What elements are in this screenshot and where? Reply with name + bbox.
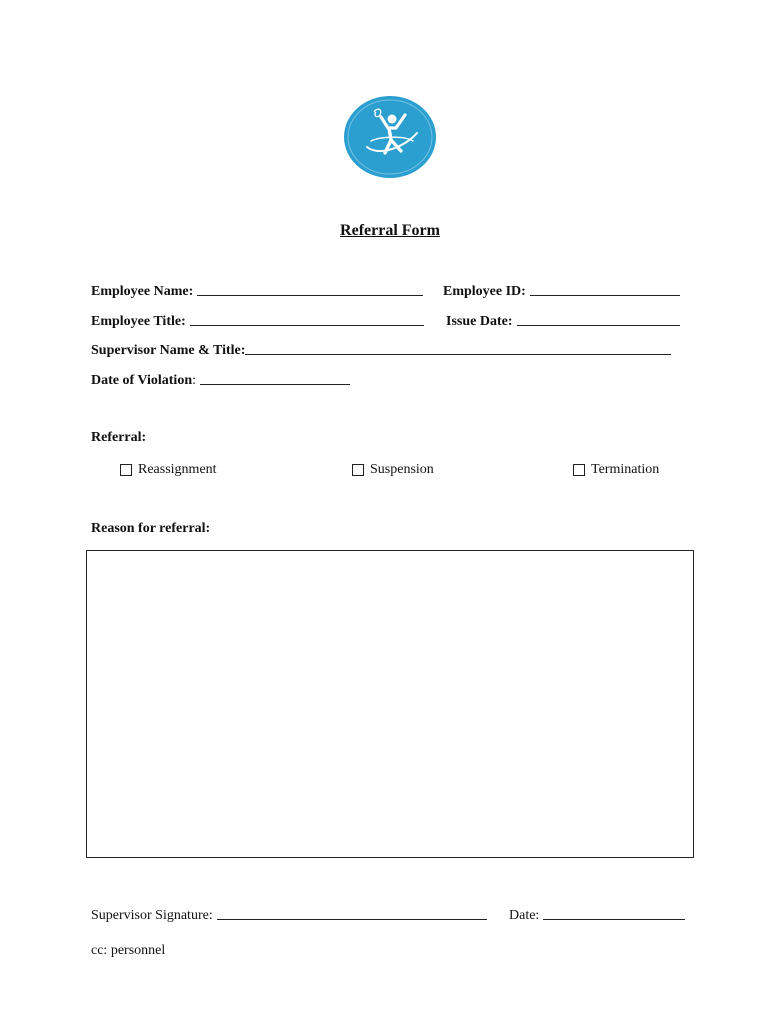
employee-name-line[interactable] (197, 295, 423, 296)
employee-title-field[interactable] (91, 310, 424, 330)
company-logo (343, 95, 437, 179)
termination-checkbox[interactable] (573, 464, 585, 476)
supervisor-signature-line[interactable] (217, 919, 487, 920)
reassignment-label: Reassignment (138, 462, 217, 477)
employee-id-field[interactable] (443, 280, 680, 300)
termination-label: Termination (591, 462, 660, 477)
supervisor-name-title-label: Supervisor Name & Title: (91, 343, 246, 358)
supervisor-signature-field[interactable] (91, 904, 487, 924)
issue-date-field[interactable] (446, 310, 680, 330)
date-of-violation-label: Date of Violation (91, 373, 193, 388)
signature-date-line[interactable] (543, 919, 685, 920)
suspension-checkbox[interactable] (352, 464, 364, 476)
employee-id-line[interactable] (530, 295, 680, 296)
form-title: Referral Form (340, 222, 440, 239)
employee-name-field[interactable] (91, 280, 423, 300)
signature-date-field[interactable] (509, 904, 685, 924)
issue-date-line[interactable] (517, 325, 680, 326)
employee-id-label: Employee ID: (443, 284, 526, 299)
supervisor-signature-label: Supervisor Signature: (91, 908, 213, 923)
date-of-violation-colon: : (192, 373, 196, 388)
suspension-label: Suspension (370, 462, 434, 477)
option-termination[interactable] (573, 462, 659, 478)
issue-date-label: Issue Date: (446, 314, 513, 329)
signature-date-label: Date: (509, 908, 540, 923)
referral-label: Referral: (91, 430, 147, 445)
employee-title-line[interactable] (190, 325, 424, 326)
reassignment-checkbox[interactable] (120, 464, 132, 476)
cc-note: cc: personnel (91, 943, 166, 958)
option-reassignment[interactable] (120, 462, 217, 478)
logo-figure-head (388, 115, 397, 124)
date-of-violation-field[interactable] (91, 369, 350, 389)
supervisor-name-title-field[interactable] (91, 339, 671, 359)
option-suspension[interactable] (352, 462, 434, 478)
date-of-violation-line[interactable] (200, 384, 350, 385)
reason-for-referral-box[interactable] (86, 550, 694, 858)
employee-title-label: Employee Title: (91, 314, 186, 329)
supervisor-name-title-line[interactable] (245, 354, 671, 355)
reason-for-referral-label: Reason for referral: (91, 521, 211, 536)
employee-name-label: Employee Name: (91, 284, 194, 299)
